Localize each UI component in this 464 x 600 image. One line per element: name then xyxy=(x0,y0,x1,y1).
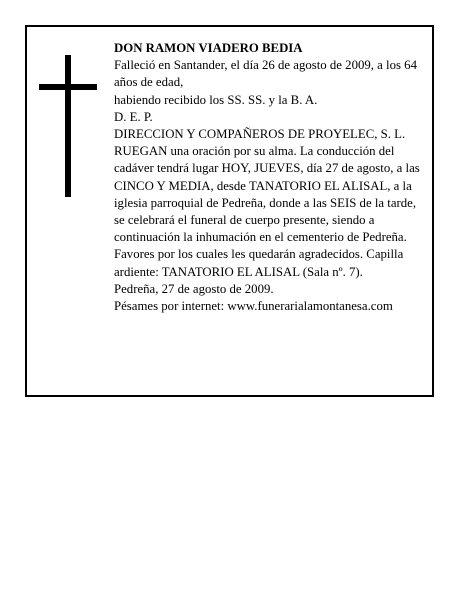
cross-icon xyxy=(39,55,97,197)
cross-vertical-bar xyxy=(65,55,71,197)
death-info: Falleció en Santander, el día 26 de agosto de 2009, a los 64 años de edad, xyxy=(114,58,417,90)
condolences-line: Pésames por internet: www.funerarialamontanesa.com xyxy=(114,299,393,314)
sacraments-line: habiendo recibido los SS. SS. y la B. A. xyxy=(114,92,318,107)
obituary-notice xyxy=(25,25,434,397)
deceased-name: DON RAMON VIADERO BEDIA xyxy=(114,41,303,55)
notice-text-block xyxy=(114,40,424,315)
rip-line: D. E. P. xyxy=(114,109,153,124)
funeral-details: RUEGAN una oración por su alma. La conducción del cadáver tendrá lugar HOY, JUEVES, día 27 de agosto, a las CINCO Y MEDIA, desde TANATORIO EL ALISAL, a la iglesia parroquial de Pedreña, donde a las SEIS de la tarde, se celebrará el funeral de cuerpo presente, siendo a continuación la inhumación en el cementerio de Pedreña. Favores por los cuales les quedarán agradecidos. Capilla ardiente: TANATORIO EL ALISAL (Sala nº. 7). xyxy=(114,144,420,279)
company-name: DIRECCION Y COMPAÑEROS DE PROYELEC, S. L. xyxy=(114,127,406,142)
place-date: Pedreña, 27 de agosto de 2009. xyxy=(114,281,274,296)
cross-horizontal-bar xyxy=(39,84,97,90)
